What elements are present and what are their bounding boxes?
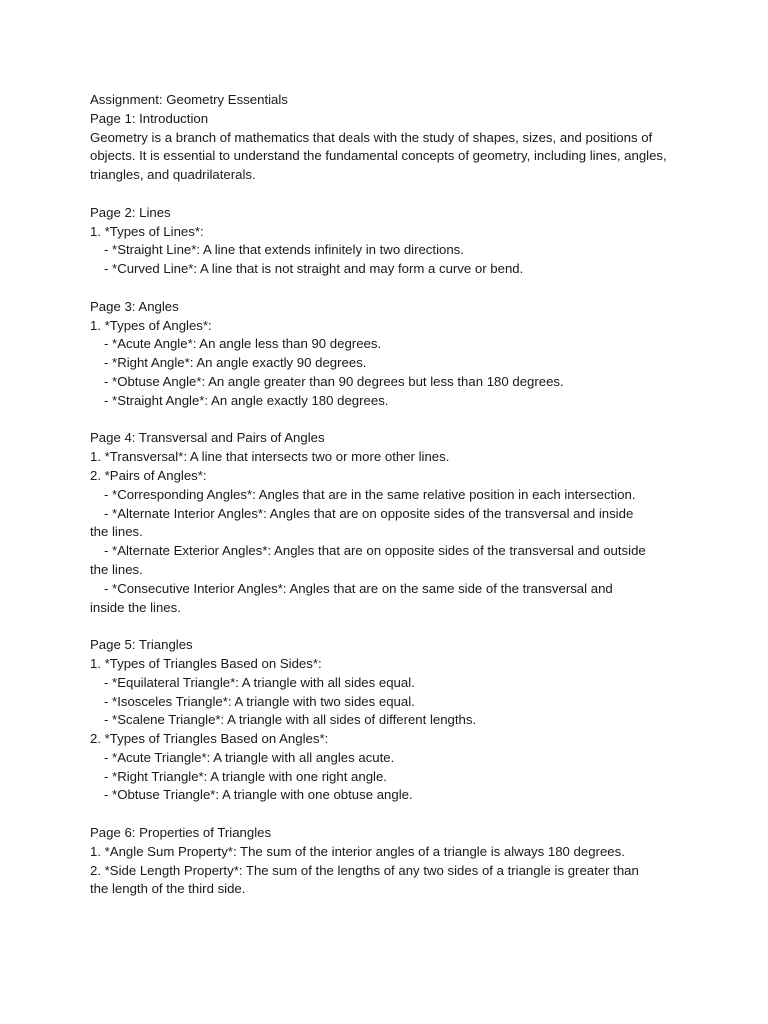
- page3-subitem: - *Obtuse Angle*: An angle greater than 90 degrees but less than 180 degrees.: [104, 373, 564, 389]
- page5-item-2: 2. *Types of Triangles Based on Angles*:: [90, 731, 329, 747]
- page4-subitem: - *Alternate Interior Angles*: Angles that are on opposite sides of the transversal and inside: [104, 505, 634, 521]
- page5-subitem: - *Equilateral Triangle*: A triangle with all sides equal.: [104, 674, 415, 690]
- page5-subitem: - *Scalene Triangle*: A triangle with all sides of different lengths.: [104, 712, 477, 728]
- page3-subitem: - *Right Angle*: An angle exactly 90 degrees.: [104, 355, 367, 371]
- document-title: Assignment: Geometry Essentials: [90, 92, 288, 107]
- spacer: [90, 617, 690, 636]
- page5-subitem: - *Obtuse Triangle*: A triangle with one obtuse angle.: [104, 787, 413, 803]
- spacer: [90, 411, 690, 430]
- page2-heading: Page 2: Lines: [90, 204, 171, 220]
- page6-item-2: 2. *Side Length Property*: The sum of the lengths of any two sides of a triangle is greater than: [90, 862, 639, 878]
- page3-item-1: 1. *Types of Angles*:: [90, 317, 212, 333]
- page3-subitem: - *Acute Angle*: An angle less than 90 degrees.: [104, 336, 382, 352]
- page5-heading: Page 5: Triangles: [90, 637, 193, 653]
- page2-subitem: - *Curved Line*: A line that is not straight and may form a curve or bend.: [104, 261, 524, 277]
- page6-item-2-wrap: the length of the third side.: [90, 881, 246, 897]
- page4-subitem: - *Alternate Exterior Angles*: Angles that are on opposite sides of the transversal and outside: [104, 543, 646, 559]
- page3-subitem: - *Straight Angle*: An angle exactly 180 degrees.: [104, 392, 389, 408]
- page1-heading: Page 1: Introduction: [90, 110, 209, 126]
- page4-subitem-wrap: inside the lines.: [90, 599, 181, 615]
- page3-heading: Page 3: Angles: [90, 298, 179, 314]
- page2-item-1: 1. *Types of Lines*:: [90, 223, 204, 239]
- page5-subitem: - *Acute Triangle*: A triangle with all angles acute.: [104, 749, 395, 765]
- page5-subitem: - *Isosceles Triangle*: A triangle with two sides equal.: [104, 693, 415, 709]
- page5-item-1: 1. *Types of Triangles Based on Sides*:: [90, 655, 322, 671]
- page5-subitem: - *Right Triangle*: A triangle with one right angle.: [104, 768, 387, 784]
- page4-subitem-wrap: the lines.: [90, 524, 143, 540]
- document-page: [90, 91, 690, 899]
- page4-subitem-wrap: the lines.: [90, 561, 143, 577]
- page4-item-2: 2. *Pairs of Angles*:: [90, 467, 207, 483]
- page6-item-1: 1. *Angle Sum Property*: The sum of the interior angles of a triangle is always 180 degrees.: [90, 843, 625, 859]
- page4-heading: Page 4: Transversal and Pairs of Angles: [90, 430, 325, 446]
- spacer: [90, 279, 690, 298]
- page6-heading: Page 6: Properties of Triangles: [90, 825, 272, 841]
- spacer: [90, 185, 690, 204]
- page4-subitem: - *Corresponding Angles*: Angles that are in the same relative position in each intersection.: [104, 486, 636, 502]
- page2-subitem: - *Straight Line*: A line that extends infinitely in two directions.: [104, 242, 464, 258]
- page4-subitem: - *Consecutive Interior Angles*: Angles that are on the same side of the transversal and: [104, 580, 613, 596]
- page4-item-1: 1. *Transversal*: A line that intersects two or more other lines.: [90, 449, 450, 465]
- spacer: [90, 805, 690, 824]
- page1-paragraph: Geometry is a branch of mathematics that deals with the study of shapes, sizes, and positions of objects. It is essential to understand the fundamental concepts of geometry, including lines, angles, triangles, and quadrilaterals.: [90, 129, 671, 183]
